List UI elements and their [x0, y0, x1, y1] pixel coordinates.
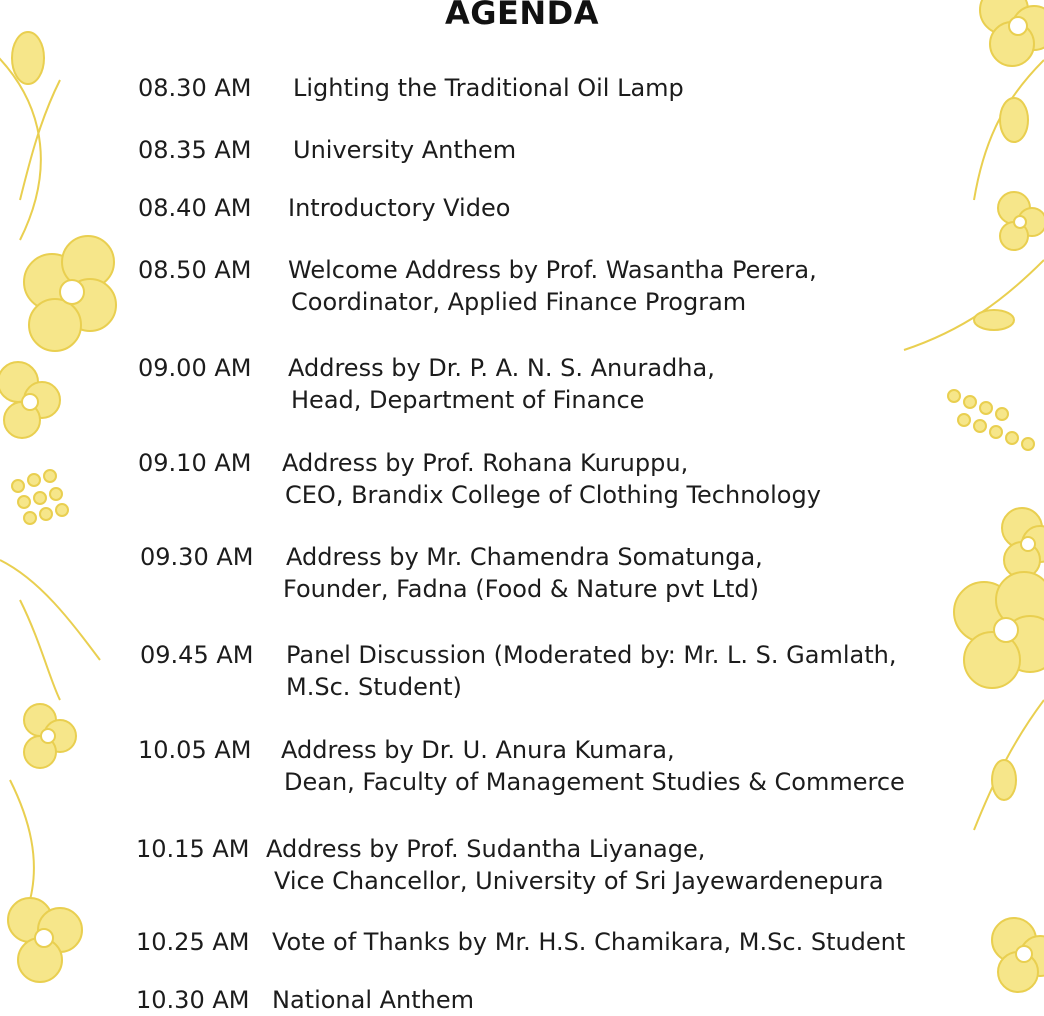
agenda-description: Head, Department of Finance: [291, 386, 645, 414]
agenda-time: 08.50 AM: [138, 256, 252, 284]
agenda-description: Dean, Faculty of Management Studies & Commerce: [284, 768, 905, 796]
agenda-description: M.Sc. Student): [286, 673, 462, 701]
agenda-time: 10.30 AM: [136, 986, 250, 1014]
agenda-time: 09.30 AM: [140, 543, 254, 571]
agenda-time: 09.45 AM: [140, 641, 254, 669]
agenda-time: 08.35 AM: [138, 136, 252, 164]
agenda-description: Address by Prof. Rohana Kuruppu,: [282, 449, 689, 477]
agenda-description: Address by Mr. Chamendra Somatunga,: [286, 543, 763, 571]
agenda-description: University Anthem: [293, 136, 517, 164]
agenda-time: 10.25 AM: [136, 928, 250, 956]
agenda-time: 09.10 AM: [138, 449, 252, 477]
agenda-time: 10.05 AM: [138, 736, 252, 764]
agenda-description: Introductory Video: [288, 194, 511, 222]
agenda-description: Coordinator, Applied Finance Program: [291, 288, 747, 316]
agenda-description: Lighting the Traditional Oil Lamp: [293, 74, 684, 102]
agenda-time: 10.15 AM: [136, 835, 250, 863]
agenda-time: 08.30 AM: [138, 74, 252, 102]
agenda-description: CEO, Brandix College of Clothing Technology: [285, 481, 821, 509]
agenda-description: Welcome Address by Prof. Wasantha Perera,: [288, 256, 817, 284]
agenda-description: Address by Dr. P. A. N. S. Anuradha,: [288, 354, 715, 382]
agenda-description: Address by Prof. Sudantha Liyanage,: [266, 835, 706, 863]
agenda-description: Panel Discussion (Moderated by: Mr. L. S. Gamlath,: [286, 641, 897, 669]
agenda-description: Vote of Thanks by Mr. H.S. Chamikara, M.Sc. Student: [272, 928, 906, 956]
agenda-time: 08.40 AM: [138, 194, 252, 222]
agenda-time: 09.00 AM: [138, 354, 252, 382]
agenda-description: National Anthem: [272, 986, 475, 1014]
agenda-description: Address by Dr. U. Anura Kumara,: [281, 736, 675, 764]
agenda-description: Vice Chancellor, University of Sri Jayewardenepura: [274, 867, 884, 895]
agenda-description: Founder, Fadna (Food & Nature pvt Ltd): [283, 575, 760, 603]
page-title: AGENDA: [445, 0, 599, 32]
